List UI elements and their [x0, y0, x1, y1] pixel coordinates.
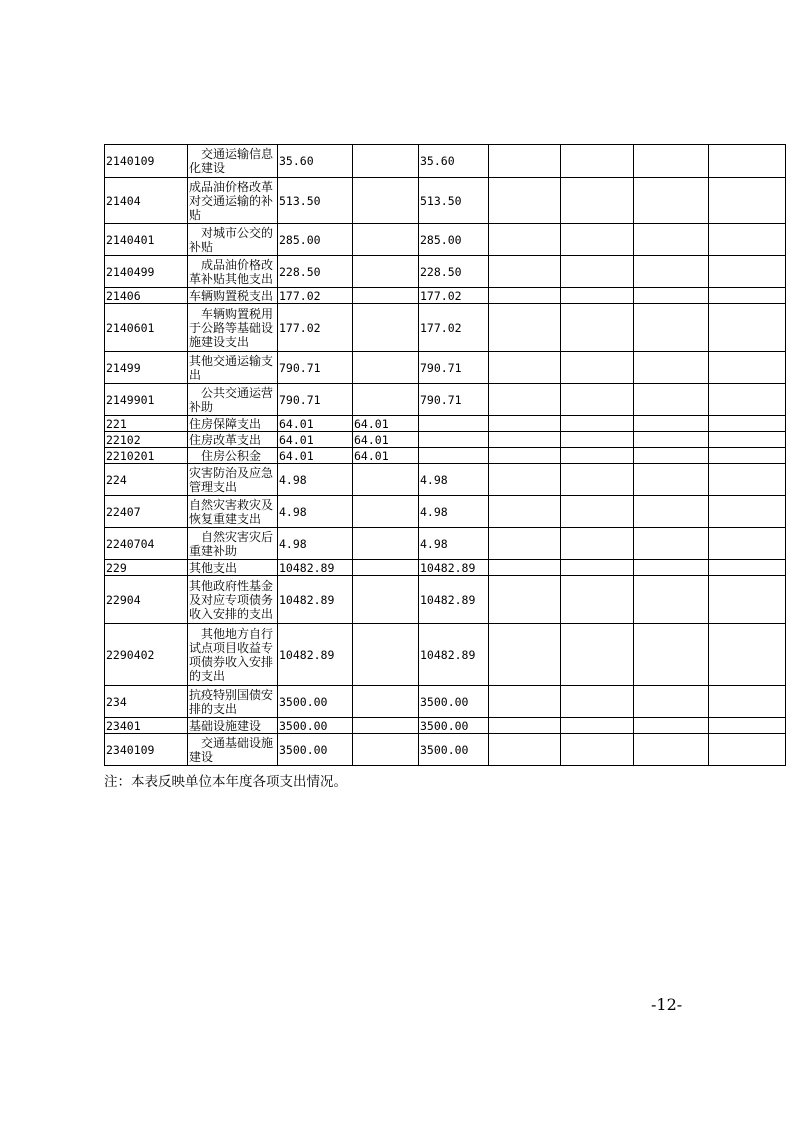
empty-cell — [489, 288, 561, 304]
empty-cell — [634, 178, 709, 224]
amount-total-cell: 64.01 — [278, 416, 353, 432]
table-row — [105, 432, 786, 448]
name-cell: 自然灾害救灾及恢复重建支出 — [188, 496, 278, 528]
amount-total-cell: 177.02 — [278, 304, 353, 352]
amount-total-cell: 3500.00 — [278, 686, 353, 718]
code-cell: 2210201 — [105, 448, 188, 464]
amount-total-cell: 790.71 — [278, 352, 353, 384]
empty-cell — [634, 528, 709, 560]
empty-cell — [634, 304, 709, 352]
name-cell: 其他地方自行试点项目收益专项债券收入安排的支出 — [188, 624, 278, 686]
amount-basic-cell — [353, 734, 419, 766]
code-cell: 2140401 — [105, 224, 188, 256]
code-cell: 221 — [105, 416, 188, 432]
empty-cell — [709, 464, 786, 496]
code-cell: 22407 — [105, 496, 188, 528]
empty-cell — [634, 384, 709, 416]
code-cell: 22102 — [105, 432, 188, 448]
empty-cell — [634, 464, 709, 496]
empty-cell — [709, 304, 786, 352]
empty-cell — [709, 352, 786, 384]
empty-cell — [489, 256, 561, 288]
name-cell: 住房保障支出 — [188, 416, 278, 432]
empty-cell — [561, 416, 634, 432]
empty-cell — [709, 178, 786, 224]
empty-cell — [489, 576, 561, 624]
empty-cell — [561, 528, 634, 560]
amount-project-cell: 4.98 — [419, 496, 489, 528]
amount-basic-cell — [353, 496, 419, 528]
code-cell: 229 — [105, 560, 188, 576]
table-row — [105, 352, 786, 384]
table-row — [105, 718, 786, 734]
empty-cell — [709, 145, 786, 178]
empty-cell — [489, 560, 561, 576]
table-row — [105, 224, 786, 256]
name-cell: 抗疫特别国债安排的支出 — [188, 686, 278, 718]
amount-project-cell: 285.00 — [419, 224, 489, 256]
empty-cell — [561, 576, 634, 624]
table-row — [105, 256, 786, 288]
amount-basic-cell: 64.01 — [353, 432, 419, 448]
empty-cell — [489, 448, 561, 464]
name-cell: 交通基础设施建设 — [188, 734, 278, 766]
amount-basic-cell — [353, 178, 419, 224]
amount-project-cell: 10482.89 — [419, 560, 489, 576]
empty-cell — [489, 224, 561, 256]
name-cell: 交通运输信息化建设 — [188, 145, 278, 178]
table-row — [105, 464, 786, 496]
code-cell: 21406 — [105, 288, 188, 304]
empty-cell — [489, 178, 561, 224]
name-cell: 对城市公交的补贴 — [188, 224, 278, 256]
empty-cell — [709, 496, 786, 528]
empty-cell — [634, 288, 709, 304]
empty-cell — [561, 352, 634, 384]
amount-project-cell: 513.50 — [419, 178, 489, 224]
amount-project-cell: 177.02 — [419, 304, 489, 352]
name-cell: 车辆购置税支出 — [188, 288, 278, 304]
table-row — [105, 416, 786, 432]
table-row — [105, 178, 786, 224]
amount-basic-cell: 64.01 — [353, 448, 419, 464]
empty-cell — [489, 352, 561, 384]
empty-cell — [489, 624, 561, 686]
amount-total-cell: 64.01 — [278, 432, 353, 448]
code-cell: 2140601 — [105, 304, 188, 352]
code-cell: 2290402 — [105, 624, 188, 686]
empty-cell — [489, 496, 561, 528]
amount-project-cell: 790.71 — [419, 384, 489, 416]
amount-total-cell: 3500.00 — [278, 734, 353, 766]
empty-cell — [561, 734, 634, 766]
amount-total-cell: 513.50 — [278, 178, 353, 224]
code-cell: 21404 — [105, 178, 188, 224]
amount-project-cell: 3500.00 — [419, 686, 489, 718]
amount-basic-cell — [353, 304, 419, 352]
empty-cell — [561, 560, 634, 576]
name-cell: 公共交通运营补助 — [188, 384, 278, 416]
empty-cell — [561, 224, 634, 256]
empty-cell — [634, 576, 709, 624]
name-cell: 自然灾害灾后重建补助 — [188, 528, 278, 560]
name-cell: 灾害防治及应急管理支出 — [188, 464, 278, 496]
code-cell: 2140499 — [105, 256, 188, 288]
empty-cell — [709, 624, 786, 686]
empty-cell — [489, 686, 561, 718]
code-cell: 2140109 — [105, 145, 188, 178]
amount-basic-cell — [353, 718, 419, 734]
code-cell: 234 — [105, 686, 188, 718]
amount-project-cell: 790.71 — [419, 352, 489, 384]
empty-cell — [709, 432, 786, 448]
amount-basic-cell — [353, 352, 419, 384]
code-cell: 2149901 — [105, 384, 188, 416]
amount-total-cell: 4.98 — [278, 496, 353, 528]
amount-total-cell: 64.01 — [278, 448, 353, 464]
table-row — [105, 686, 786, 718]
amount-project-cell — [419, 448, 489, 464]
amount-total-cell: 4.98 — [278, 464, 353, 496]
code-cell: 224 — [105, 464, 188, 496]
amount-basic-cell — [353, 576, 419, 624]
empty-cell — [561, 686, 634, 718]
table-row — [105, 624, 786, 686]
empty-cell — [561, 288, 634, 304]
empty-cell — [561, 496, 634, 528]
empty-cell — [634, 560, 709, 576]
empty-cell — [709, 576, 786, 624]
table-row — [105, 145, 786, 178]
amount-basic-cell — [353, 288, 419, 304]
empty-cell — [709, 224, 786, 256]
code-cell: 23401 — [105, 718, 188, 734]
empty-cell — [489, 304, 561, 352]
table-row — [105, 560, 786, 576]
amount-project-cell: 4.98 — [419, 528, 489, 560]
table-row — [105, 288, 786, 304]
name-cell: 住房公积金 — [188, 448, 278, 464]
amount-project-cell: 228.50 — [419, 256, 489, 288]
amount-basic-cell: 64.01 — [353, 416, 419, 432]
empty-cell — [709, 718, 786, 734]
empty-cell — [634, 718, 709, 734]
name-cell: 基础设施建设 — [188, 718, 278, 734]
empty-cell — [634, 496, 709, 528]
amount-project-cell: 4.98 — [419, 464, 489, 496]
empty-cell — [634, 256, 709, 288]
empty-cell — [709, 528, 786, 560]
page-number: -12- — [651, 995, 683, 1014]
empty-cell — [489, 145, 561, 178]
amount-basic-cell — [353, 528, 419, 560]
empty-cell — [561, 718, 634, 734]
code-cell: 2340109 — [105, 734, 188, 766]
amount-basic-cell — [353, 624, 419, 686]
amount-total-cell: 35.60 — [278, 145, 353, 178]
empty-cell — [634, 734, 709, 766]
amount-project-cell — [419, 416, 489, 432]
empty-cell — [709, 686, 786, 718]
empty-cell — [709, 448, 786, 464]
empty-cell — [709, 416, 786, 432]
table-row — [105, 496, 786, 528]
empty-cell — [634, 624, 709, 686]
amount-project-cell: 177.02 — [419, 288, 489, 304]
amount-basic-cell — [353, 145, 419, 178]
table-row — [105, 528, 786, 560]
empty-cell — [489, 734, 561, 766]
name-cell: 住房改革支出 — [188, 432, 278, 448]
amount-project-cell: 10482.89 — [419, 576, 489, 624]
amount-total-cell: 228.50 — [278, 256, 353, 288]
table-row — [105, 304, 786, 352]
table-row — [105, 734, 786, 766]
name-cell: 成品油价格改革补贴其他支出 — [188, 256, 278, 288]
amount-total-cell: 285.00 — [278, 224, 353, 256]
table-body — [105, 145, 786, 766]
empty-cell — [489, 432, 561, 448]
empty-cell — [561, 304, 634, 352]
empty-cell — [489, 384, 561, 416]
amount-total-cell: 10482.89 — [278, 576, 353, 624]
empty-cell — [561, 178, 634, 224]
code-cell: 22904 — [105, 576, 188, 624]
empty-cell — [489, 528, 561, 560]
table-row — [105, 384, 786, 416]
empty-cell — [634, 352, 709, 384]
empty-cell — [634, 432, 709, 448]
empty-cell — [709, 288, 786, 304]
empty-cell — [634, 448, 709, 464]
empty-cell — [709, 384, 786, 416]
empty-cell — [709, 734, 786, 766]
code-cell: 21499 — [105, 352, 188, 384]
empty-cell — [561, 448, 634, 464]
amount-basic-cell — [353, 464, 419, 496]
expenditure-table — [104, 144, 786, 766]
empty-cell — [489, 464, 561, 496]
name-cell: 其他交通运输支出 — [188, 352, 278, 384]
empty-cell — [561, 432, 634, 448]
amount-basic-cell — [353, 560, 419, 576]
table-row — [105, 448, 786, 464]
amount-project-cell: 10482.89 — [419, 624, 489, 686]
amount-basic-cell — [353, 384, 419, 416]
amount-total-cell: 177.02 — [278, 288, 353, 304]
empty-cell — [561, 145, 634, 178]
table-row — [105, 576, 786, 624]
empty-cell — [561, 624, 634, 686]
name-cell: 其他政府性基金及对应专项债务收入安排的支出 — [188, 576, 278, 624]
amount-total-cell: 3500.00 — [278, 718, 353, 734]
empty-cell — [709, 560, 786, 576]
amount-project-cell — [419, 432, 489, 448]
amount-total-cell: 10482.89 — [278, 560, 353, 576]
empty-cell — [561, 464, 634, 496]
amount-total-cell: 4.98 — [278, 528, 353, 560]
amount-total-cell: 790.71 — [278, 384, 353, 416]
empty-cell — [489, 718, 561, 734]
empty-cell — [634, 686, 709, 718]
amount-basic-cell — [353, 686, 419, 718]
amount-project-cell: 3500.00 — [419, 734, 489, 766]
name-cell: 车辆购置税用于公路等基础设施建设支出 — [188, 304, 278, 352]
amount-project-cell: 35.60 — [419, 145, 489, 178]
name-cell: 其他支出 — [188, 560, 278, 576]
code-cell: 2240704 — [105, 528, 188, 560]
name-cell: 成品油价格改革对交通运输的补贴 — [188, 178, 278, 224]
empty-cell — [634, 416, 709, 432]
amount-project-cell: 3500.00 — [419, 718, 489, 734]
empty-cell — [561, 256, 634, 288]
empty-cell — [489, 416, 561, 432]
table-note: 注：本表反映单位本年度各项支出情况。 — [104, 774, 347, 790]
empty-cell — [634, 224, 709, 256]
empty-cell — [634, 145, 709, 178]
amount-basic-cell — [353, 256, 419, 288]
empty-cell — [709, 256, 786, 288]
amount-basic-cell — [353, 224, 419, 256]
empty-cell — [561, 384, 634, 416]
amount-total-cell: 10482.89 — [278, 624, 353, 686]
